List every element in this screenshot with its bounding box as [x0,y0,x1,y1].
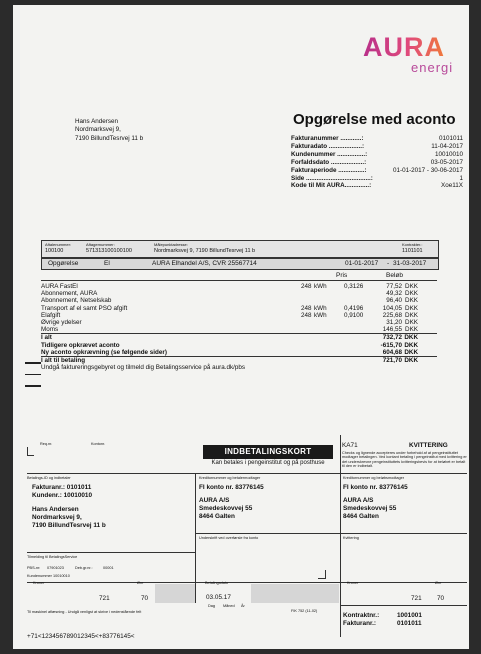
ocr-line: +71<123456789012345<+83776145< [27,633,135,640]
amount-oere: 70 [141,595,149,602]
line-item: Øvrige ydelser 31,20 DKK [41,318,418,326]
creditor-heading: Kreditornummer og betalermodtager [199,476,261,480]
konto-label: Kontonr. [91,442,106,446]
receipt-kroner: 721 [411,595,422,602]
kroner-label: Kroner [33,581,45,585]
invoice-info [291,135,463,190]
amount-kroner: 721 [99,595,110,602]
pbs-value: 07901023 [47,566,64,570]
pbs-label: PBS-nr: [27,566,41,570]
divider [27,552,195,553]
receipt-creditor-street: Smedeskovvej 55 [343,505,397,512]
fik-code: FIK 752 (11-02) [291,609,318,613]
ka-code: KA71 [342,442,358,449]
day-label: Dag [208,604,215,608]
receipt-creditor-name: AURA A/S [343,497,374,504]
line-item: Abonnement, AURA 49,32 DKK [41,290,418,298]
year-label: År [241,604,245,608]
payer-name: Hans Andersen [32,506,79,513]
corner-mark [318,570,326,579]
receipt-oere-label: Øre [435,581,442,585]
debtor-group-value: 00001 [103,566,114,570]
req-label: Req.nr. [40,442,53,446]
agreement-header: Aftalenummer: Aftagernummer: Målepunktadresse: Kontrakter.: 100100 571313100100100 Nordmarksvej 9, 7190 BillundTesrvej 11 b 1101101 [41,240,439,258]
slip-subtitle: Kan betales i pengeinstitut og på posthuse [211,460,325,466]
line-items [41,283,437,371]
total-row: I alt 732,72 DKK [41,333,437,341]
receipt-label: Kvittering [343,536,359,540]
machine-read-note: Til maskinel aflæsning - Undgå venligst at skrive i nedenstående felt [27,610,142,614]
fold-marks [25,362,41,397]
total-row: Ny aconto opkrævning (se følgende sider) 604,68 DKK [41,348,418,356]
line-item: Abonnement, Netselskab 96,40 DKK [41,297,418,305]
payer-street: Nordmarksvej 9, [32,514,82,521]
divider [41,280,437,281]
customer-no-value: 10010010 [53,574,70,578]
signature-label: Underskrift ved overførsle fra konto [199,536,259,540]
line-item: Transport af el samt PSO afgift 248 kWh 0,4196 104,05 DKK [41,304,418,312]
fi-account: FI konto nr. 83776145 [199,484,264,491]
month-label: Måned [223,604,235,608]
divider [195,473,196,603]
info-row: Kundenummer ................: 10010010 [291,150,463,158]
receipt-title: KVITTERING [409,442,448,449]
payer-invoice-no: Fakturanr.: 0101011 [32,484,92,491]
total-row: Tidligere opkrævet aconto -615,70 DKK [41,341,418,349]
divider [27,473,467,474]
recipient-address: Hans Andersen Nordmarksvej 9, 7190 BillundTesrvej 11 b [75,118,144,142]
divider [195,533,467,534]
aura-logo: AURA energi [363,32,454,75]
debtor-group-label: Deb.gr.nr.: [75,566,93,570]
date-label: Betalingsdato [205,581,229,585]
creditor-name: AURA A/S [199,497,230,504]
info-row: Kode til Mit AURA..............: Xoe11X [291,182,463,190]
slip-title: INDBETALINGSKORT [203,445,333,459]
line-item: AURA FastEl 248 kWh 0,3126 77,52 DKK [41,283,418,290]
payer-city: 7190 BillundTesrvej 11 b [32,522,106,529]
page-title: Opgørelse med aconto [293,111,456,128]
info-row: Side .....................................: 1 [291,174,463,182]
pbs-heading: Tilmelding til BetalingsService [27,555,78,559]
statement-header: Opgørelse El AURA Elhandel A/S, CVR 25567714 01-01-2017 - 31-03-2017 [41,258,439,270]
payer-heading: Betalings-ID og indbetaler [27,476,71,480]
customer-no-label: Kundenummer [27,574,52,578]
payment-date: 03.05.17 [206,594,231,601]
info-row: Fakturadato ...................: 11-04-2017 [291,142,463,150]
payer-customer-no: Kundenr.: 10010010 [32,492,93,499]
oere-label: Øre [137,581,144,585]
pbs-note: Undgå faktureringsgebyret og tilmeld dig Betalingsservice på aura.dk/pbs [41,364,246,372]
shaded-field [251,584,339,603]
info-row: Fakturanummer ............: 0101011 [291,135,463,142]
receipt-fi-account: FI konto nr. 83776145 [343,484,408,491]
shaded-field [155,584,195,603]
creditor-street: Smedeskovvej 55 [199,505,253,512]
receipt-terms: Checks og lignende accepteres under forbehold af at pengeinstituttet modtager betalingen. Ved kontant betaling i pengeinstitut med kvittering er det underskrevne pengeinstituttets kvitteringsbevis for at beløbet er betalt til den er indbetalt. [342,451,467,469]
line-item: Moms 146,55 DKK [41,326,418,334]
line-item: Elafgift 248 kWh 0,9100 225,68 DKK [41,311,418,319]
divider [340,435,341,637]
receipt-creditor-city: 8464 Galten [343,513,379,520]
invoice-page [13,5,469,649]
invoice-no-value: 0101011 [397,620,422,627]
amount-column-header: Beløb [386,272,403,279]
corner-mark [27,447,34,456]
info-row: Forfaldsdato ...................: 03-05-2017 [291,158,463,166]
invoice-no-label: Fakturanr.: [343,620,377,627]
receipt-creditor-heading: Kreditornummer og beløbsmodtager [343,476,404,480]
total-row: I alt til betaling 721,70 DKK [41,356,437,364]
divider [340,605,467,606]
contract-value: 1001001 [397,612,422,619]
creditor-city: 8464 Galten [199,513,235,520]
divider [27,582,467,583]
contract-label: Kontraktnr.: [343,612,380,619]
receipt-oere: 70 [437,595,445,602]
receipt-kroner-label: Kroner [347,581,359,585]
info-row: Fakturaperiode ...............: 01-01-2017 - 30-06-2017 [291,166,463,174]
price-column-header: Pris [336,272,348,279]
